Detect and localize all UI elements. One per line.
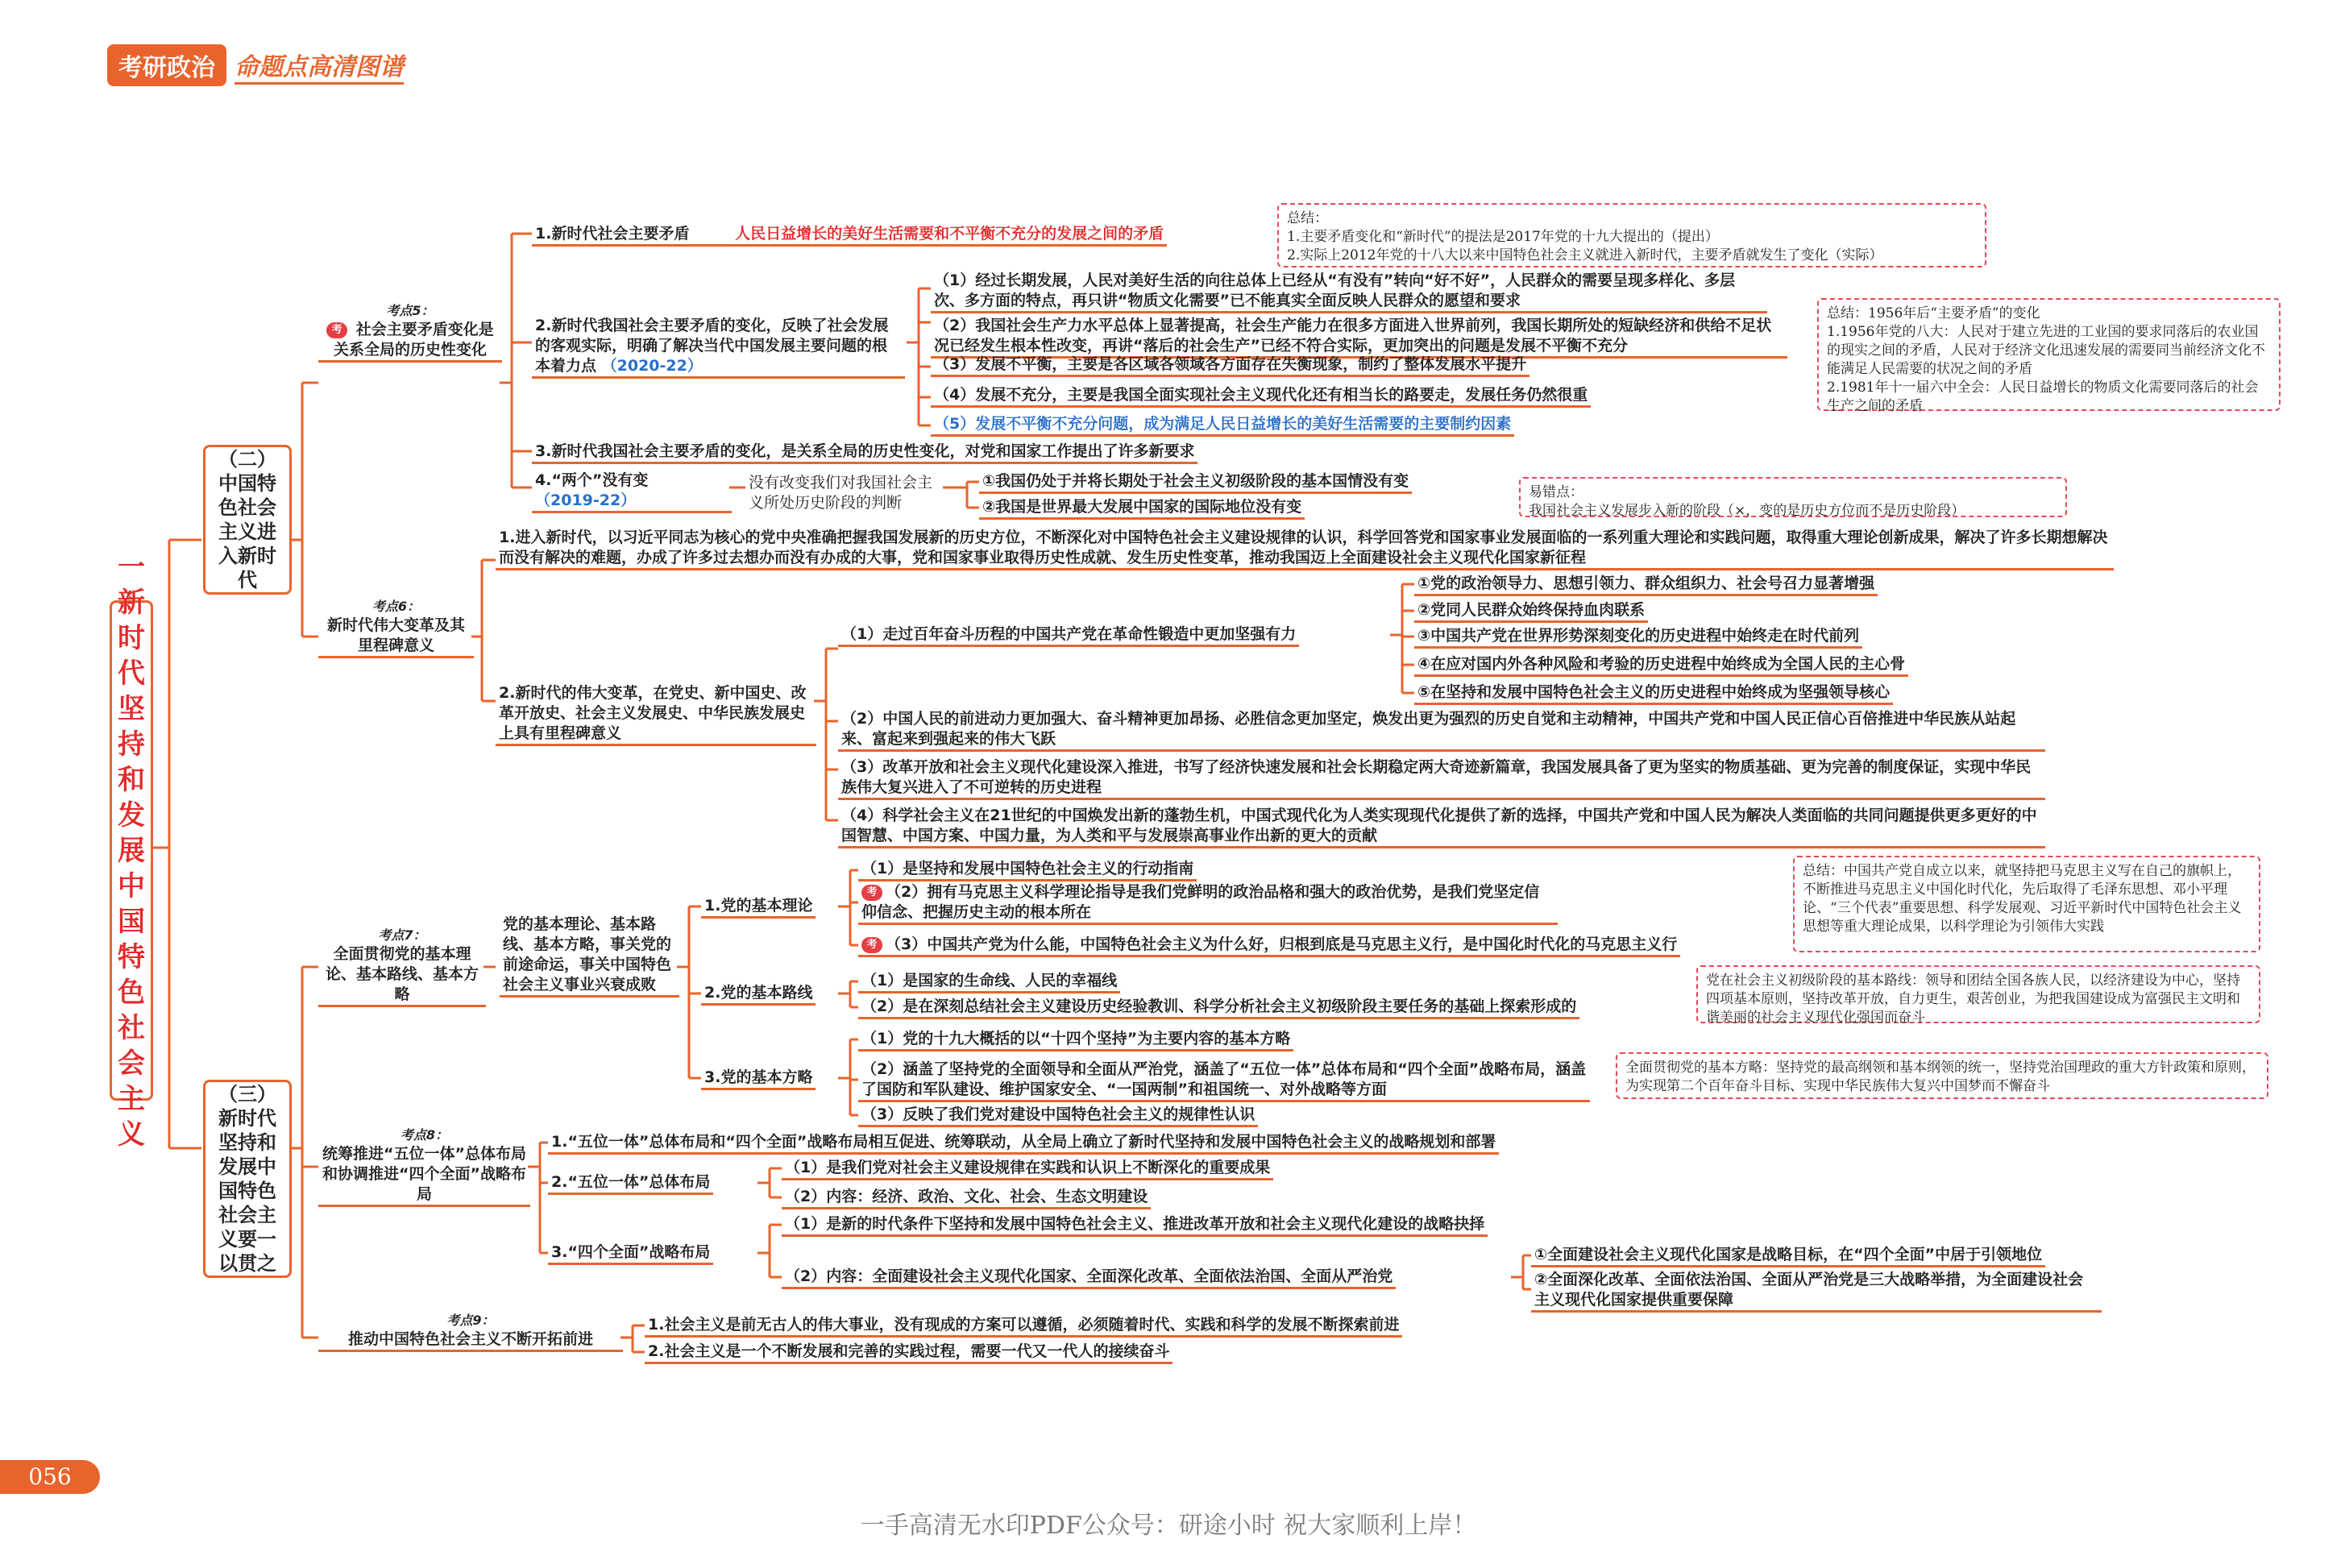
- hot-mark-icon: 考: [861, 885, 882, 901]
- k6-c2-p4: （4）科学社会主义在21世纪的中国焕发出新的蓬勃生机，中国式现代化为人类实现现代化提供了新的选择，中国共产党和中国人民为解决人类面临的共同问题提供更多更好的中国智慧、中国方案、中国力量，为人类和平与发展崇高事业作出新的更大的贡献: [838, 806, 2045, 848]
- k5-c2-year: （2020-22）: [601, 357, 703, 375]
- k5-c1-text: 人民日益增长的美好生活需要和不平衡不充分的发展之间的矛盾: [735, 225, 1164, 243]
- k7-theory-item-3: [858, 935, 1680, 957]
- k9-item-2: 2.社会主义是一个不断发展和完善的实践过程，需要一代又一代人的接续奋斗: [645, 1342, 1172, 1364]
- k8-c3-b: ②全面深化改革、全面依法治国、全面从严治党是三大战略举措，为全面建设社会主义现代化国家提供重要保障: [1531, 1270, 2102, 1313]
- k7-theory-item-2: [858, 882, 1558, 925]
- k8-c3: 3.“四个全面”战略布局: [548, 1242, 713, 1265]
- note-summary-2: 总结：1956年后“主要矛盾”的变化 1.1956年党的八大：人民对于建立先进的工业国的要求同落后的农业国的现实之间的矛盾，人民对于经济文化迅速发展的需要同当前经济文化不能满足人民需要的状况之间的矛盾 2.1981年十一届六中全会：人民日益增长的物质文化需要同落后的社会生产之间的矛盾: [1817, 298, 2281, 411]
- k7-strategy-item-1: （1）党的十九大概括的以“十四个坚持”为主要内容的基本方略: [858, 1029, 1293, 1052]
- k9-item-1: 1.社会主义是前无古人的伟大事业，没有现成的方案可以遵循，必须随着时代、实践和科学的发展不断探索前进: [645, 1315, 1402, 1338]
- hot-mark-icon: 考: [861, 937, 882, 953]
- k8-c3-a: ①全面建设社会主义现代化国家是战略目标，在“四个全面”中居于引领地位: [1531, 1245, 2045, 1267]
- k7-theory: 1.党的基本理论: [701, 896, 816, 919]
- k6-ref: 考点6：: [371, 599, 421, 614]
- brand-header: [107, 47, 404, 84]
- section-2: [203, 445, 292, 595]
- k6-c2-p2: （2）中国人民的前进动力更加强大、奋斗精神更加昂扬、必胜信念更加坚定，焕发出更为强烈的历史自觉和主动精神，中国共产党和中国人民正信心百倍推进中华民族从站起来、富起来到强起来的伟大飞跃: [838, 709, 2045, 752]
- k7-strategy-item-2: （2）涵盖了坚持党的全面领导和全面从严治党，涵盖了“五位一体”总体布局和“四个全面”战略布局，涵盖了国防和军队建设、维护国家安全、“一国两制”和祖国统一、对外战略等方面: [858, 1060, 1590, 1102]
- k7-theory-item-3-text: （3）中国共产党为什么能，中国特色社会主义为什么好，归根到底是马克思主义行，是中国化时代化的马克思主义行: [886, 935, 1678, 953]
- root-number: 一: [118, 550, 145, 583]
- k7-line-item-1: （1）是国家的生命线、人民的幸福线: [858, 971, 1120, 993]
- k5-ref: 考点5：: [386, 303, 434, 318]
- k8-c1: 1.“五位一体”总体布局和“四个全面”战略布局相互促进、统筹联动，从全局上确立了新时代坚持和发展中国特色社会主义的战略规划和部署: [548, 1132, 1499, 1155]
- k5-c2-item-4: （4）发展不充分，主要是我国全面实现社会主义现代化还有相当长的路要走，发展任务仍然很重: [931, 385, 1591, 408]
- k7-strategy: 3.党的基本方略: [701, 1068, 816, 1090]
- k5-c2-item-3: （3）发展不平衡，主要是各区域各领域各方面存在失衡现象，制约了整体发展水平提升: [931, 355, 1529, 377]
- k9-ref: 考点9：: [446, 1313, 495, 1328]
- k7-line-item-2: （2）是在深刻总结社会主义建设历史经验教训、科学分析社会主义初级阶段主要任务的基础上探索形成的: [858, 997, 1579, 1019]
- note-basic-line: 党在社会主义初级阶段的基本路线：领导和团结全国各族人民，以经济建设为中心，坚持四项基本原则，坚持改革开放，自力更生，艰苦创业，为把我国建设成为富强民主文明和谐美丽的社会主义现代化强国而奋斗: [1696, 965, 2260, 1023]
- note-basic-strategy: 全面贯彻党的基本方略：坚持党的最高纲领和基本纲领的统一，坚持党治国理政的重大方针政策和原则，为实现第二个百年奋斗目标、实现中华民族伟大复兴中国梦而不懈奋斗: [1616, 1052, 2268, 1099]
- brand-subtitle: 命题点高清图谱: [234, 47, 404, 85]
- k5-c2-item-1: （1）经过长期发展，人民对美好生活的向往总体上已经从“有没有”转向“好不好”，人民群众的需要呈现多样化、多层次、多方面的特点，再只讲“物质文化需要”已不能真实全面反映人民群众的愿望和要求: [931, 271, 1767, 313]
- k5-c1: [532, 224, 1167, 247]
- k5-c4-mid: 没有改变我们对我国社会主义所处历史阶段的判断: [749, 474, 933, 512]
- k5-c2-item-5: （5）发展不平衡不充分问题，成为满足人民日益增长的美好生活需要的主要制约因素: [931, 414, 1514, 437]
- k7-desc: 党的基本理论、基本路线、基本方略，事关党的前途命运，事关中国特色社会主义事业兴衰成败: [500, 915, 679, 998]
- k7-strategy-item-3: （3）反映了我们党对建设中国特色社会主义的规律性认识: [858, 1105, 1258, 1127]
- k6-c2-p1-item-3: ③中国共产党在世界形势深刻变化的历史进程中始终走在时代前列: [1414, 626, 1862, 649]
- k9-node: [318, 1312, 623, 1352]
- k6-c1: 1.进入新时代，以习近平同志为核心的党中央准确把握我国发展新的历史方位，不断深化对中国特色社会主义建设规律的认识，科学回答党和国家事业发展面临的一系列重大理论和实践问题，取得重大理论创新成果，解决了许多长期想解决而没有解决的难题，办成了许多过去想办而没有办成的大事，党和国家事业取得历史性成就、发生历史性变革，推动我国迈上全面建设社会主义现代化国家新征程: [496, 528, 2114, 570]
- brand-tag: 考研政治: [107, 44, 226, 86]
- section-3: [203, 1080, 292, 1278]
- k7-theory-item-2-text: （2）拥有马克思主义科学理论指导是我们党鲜明的政治品格和强大的政治优势，是我们党坚定信仰信念、把握历史主动的根本所在: [861, 883, 1540, 921]
- k5-c4-label: 4.“两个”没有变: [535, 471, 649, 489]
- k5-label: 社会主要矛盾变化是关系全局的历史性变化: [333, 321, 494, 359]
- k6-c2-p1-item-2: ②党同人民群众始终保持血肉联系: [1414, 600, 1648, 623]
- k6-c2-p3: （3）改革开放和社会主义现代化建设深入推进，书写了经济快速发展和社会长期稳定两大奇迹新篇章，我国发展具备了更为坚实的物质基础、更为完善的制度保证，实现中华民族伟大复兴进入了不可逆转的历史进程: [838, 757, 2045, 800]
- k7-node: [318, 927, 486, 1007]
- k5-c4-a: ①我国仍处于并将长期处于社会主义初级阶段的基本国情没有变: [979, 471, 1412, 494]
- k5-c2-item-2: （2）我国社会生产力水平总体上显著提高，社会生产能力在很多方面进入世界前列，我国长期所处的短缺经济和供给不足状况已经发生根本性改变，再讲“落后的社会生产”已经不符合实际，更加突出的问题是发展不平衡不充分: [931, 316, 1787, 359]
- watermark: 一手高清无水印PDF公众号：研途小时 祝大家顺利上岸！: [860, 1512, 1477, 1540]
- note-summary-1: 总结： 1.主要矛盾变化和“新时代”的提法是2017年党的十九大提出的（提出） 2.实际上2012年党的十八大以来中国特色社会主义就进入新时代，主要矛盾就发生了变化（实际）: [1277, 203, 1986, 268]
- k8-ref: 考点8：: [400, 1127, 449, 1143]
- k8-c2-item-2: （2）内容：经济、政治、文化、社会、生态文明建设: [782, 1187, 1151, 1209]
- k7-label: 全面贯彻党的基本理论、基本路线、基本方略: [325, 945, 479, 1003]
- k6-c2: 2.新时代的伟大变革，在党史、新中国史、改革开放史、社会主义发展史、中华民族发展史上具有里程碑意义: [496, 683, 816, 746]
- k8-c2: 2.“五位一体”总体布局: [548, 1172, 713, 1195]
- k5-c3: 3.新时代我国社会主要矛盾的变化，是关系全局的历史性变化，对党和国家工作提出了许多新要求: [532, 442, 1197, 464]
- k6-node: [318, 598, 474, 658]
- k7-line: 2.党的基本路线: [701, 983, 816, 1006]
- k6-c2-p1-item-4: ④在应对国内外各种风险和考验的历史进程中始终成为全国人民的主心骨: [1414, 654, 1908, 677]
- k5-c4: [532, 471, 732, 513]
- page-number: 056: [0, 1460, 100, 1494]
- k8-c2-item-1: （1）是我们党对社会主义建设规律在实践和认识上不断深化的重要成果: [782, 1158, 1273, 1180]
- k5-c4-year: （2019-22）: [535, 492, 637, 509]
- k5-node: [318, 302, 502, 363]
- k7-theory-item-1: （1）是坚持和发展中国特色社会主义的行动指南: [858, 859, 1197, 881]
- k6-c2-p1-item-1: ①党的政治领导力、思想引领力、群众组织力、社会号召力显著增强: [1414, 574, 1878, 596]
- k8-c3-p2: （2）内容：全面建设社会主义现代化国家、全面深化改革、全面依法治国、全面从严治党: [782, 1267, 1396, 1289]
- k5-c2-label: 2.新时代我国社会主要矛盾的变化，反映了社会发展的客观实际，明确了解决当代中国发展主要问题的根本着力点: [535, 317, 889, 375]
- k8-label: 统筹推进“五位一体”总体布局和协调推进“四个全面”战略布局: [322, 1145, 526, 1203]
- section-2-title: （二）中国特色社会主义进入新时代: [218, 448, 276, 591]
- k6-c2-p1-item-5: ⑤在坚持和发展中国特色社会主义的历史进程中始终成为坚强领导核心: [1414, 682, 1893, 705]
- root-node: [110, 550, 153, 1151]
- root-title: 新时代坚持和发展中国特色社会主义: [118, 586, 145, 1151]
- note-summary-4: 总结：中国共产党自成立以来，就坚持把马克思主义写在自己的旗帜上，不断推进马克思主义中国化时代化，先后取得了毛泽东思想、邓小平理论、“三个代表”重要思想、科学发展观、习近平新时代中国特色社会主义思想等重大理论成果，以科学理论为引领伟大实践: [1793, 856, 2260, 952]
- k9-label: 推动中国特色社会主义不断开拓前进: [347, 1330, 593, 1348]
- k8-c3-p1: （1）是新的时代条件下坚持和发展中国特色社会主义、推进改革开放和社会主义现代化建设的战略抉择: [782, 1214, 1488, 1237]
- k5-c4-b: ②我国是世界最大发展中国家的国际地位没有变: [979, 497, 1305, 520]
- k7-ref: 考点7：: [378, 927, 426, 943]
- k8-node: [318, 1126, 530, 1207]
- k6-c2-p1: （1）走过百年奋斗历程的中国共产党在革命性锻造中更加坚强有力: [838, 624, 1299, 647]
- k6-label: 新时代伟大变革及其里程碑意义: [326, 616, 465, 654]
- k5-c1-label: 1.新时代社会主要矛盾: [535, 225, 690, 243]
- note-common-error: 易错点： 我国社会主义发展步入新的阶段（×，变的是历史方位而不是历史阶段）: [1519, 477, 2067, 517]
- hot-mark-icon: 考: [326, 322, 347, 338]
- section-3-title: （三）新时代坚持和发展中国特色社会主义要一以贯之: [218, 1083, 276, 1275]
- k5-c2: [532, 316, 905, 379]
